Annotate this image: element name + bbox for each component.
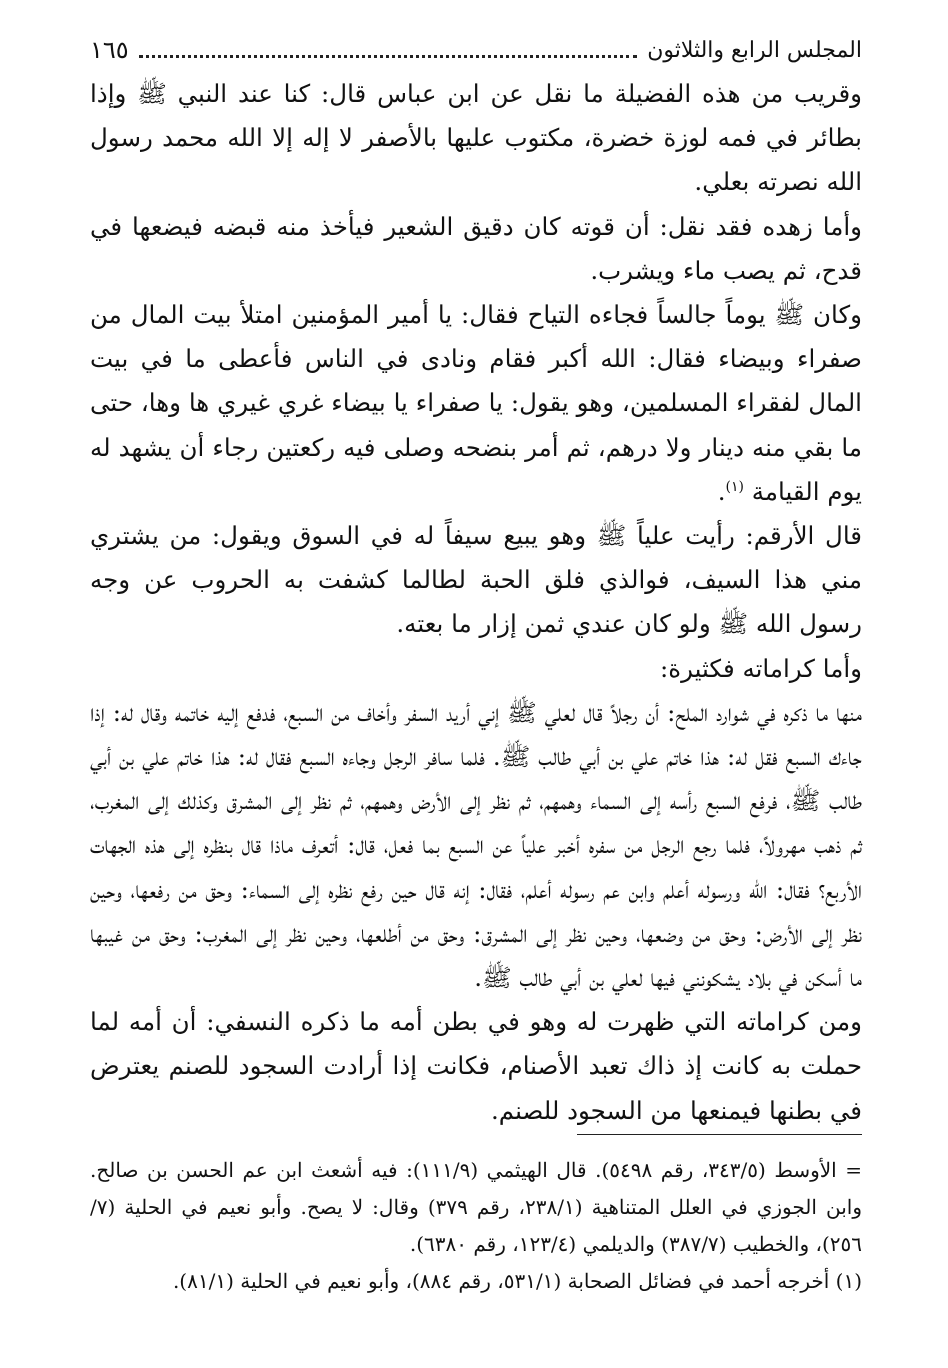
- footnote-reference: (١): [725, 478, 744, 495]
- footnotes: [90, 1152, 862, 1300]
- footnote: = الأوسط (٣٤٣/٥، رقم ٥٤٩٨). قال الهيثمي (١١١/٩): فيه أشعث ابن عم الحسن بن صالح. وابن الجوزي في العلل المتناهية (٢٣٨/١، رقم ٣٧٩) وقال: لا يصح. وأبو نعيم في الحلية (٧/ ٢٥٦)، والخطيب (٣٨٧/٧) والديلمي (١٢٣/٤، رقم ٦٣٨٠).: [90, 1158, 863, 1256]
- paragraph: وأما زهده فقد نقل: أن قوته كان دقيق الشعير فيأخذ منه قبضه فيضعها في قدح، ثم يصب ماء ويشرب.: [90, 211, 862, 285]
- header-dotted-leader: [139, 55, 638, 58]
- chapter-title: المجلس الرابع والثلاثون: [647, 37, 862, 63]
- paragraph: قال الأرقم: رأيت علياً ﷺ وهو يبيع سيفاً له في السوق ويقول: من يشتري مني هذا السيف، فوالذي فلق الحبة لطالما كشفت به الحروب عن وجه رسول الله ﷺ ولو كان عندي ثمن إزار ما بعته.: [90, 521, 862, 639]
- paragraph: منها ما ذكره في شوارد الملح: أن رجلاً قال لعلي ﷺ إني أريد السفر وأخاف من السبع، فدفع إليه خاتمه وقال له: إذا جاءك السبع فقل له: هذا خاتم علي بن أبي طالب ﷺ. فلما سافر الرجل وجاءه السبع فقال له: هذا خاتم علي بن أبي طالب ﷺ، فرفع السبع رأسه إلى السماء وهمهم، ثم نظر إلى الأرض وهمهم، ثم نظر إلى المشرق وكذلك إلى المغرب، ثم ذهب مهرولاً، فلما رجع الرجل من سفره أخبر علياً عن السبع بما فعل، قال: أتعرف ماذا قال بنظره إلى هذه الجهات الأربع؟ فقال: الله ورسوله أعلم وابن عم رسوله أعلم، فقال: إنه قال حين رفع نظره إلى السماء: وحق من رفعها، وحين نظر إلى الأرض: وحق من وضعها، وحين نظر إلى المشرق: وحق من أطلعها، وحين نظر إلى المغرب: وحق من غيبها ما أسكن في بلاد يشكونني فيها لعلي بن أبي طالب ﷺ.: [90, 697, 862, 993]
- paragraph: ومن كراماته التي ظهرت له وهو في بطن أمه ما ذكره النسفي: أن أمه لما حملت به كانت إذ ذاك تعبد الأصنام، فكانت إذا أرادت السجود للصنم يعترض في بطنها فيمنعها من السجود للصنم.: [90, 1007, 862, 1125]
- paragraph-text: وكان ﷺ يوماً جالساً فجاءه التياح فقال: يا أمير المؤمنين امتلأ بيت المال من صفراء وبيضاء فقال: الله أكبر فقام ونادى في الناس فأعطى ما في بيت المال لفقراء المسلمين، وهو يقول: يا صفراء يا بيضاء غري غيري ها وها، حتى ما بقي منه دينار ولا درهم، ثم أمر بنضحه وصلى فيه ركعتين رجاء أن يشهد له يوم القيامة: [90, 300, 862, 506]
- footnote-separator: [577, 1134, 862, 1135]
- running-header: [90, 30, 862, 70]
- page-number: ١٦٥: [90, 36, 129, 64]
- footnote: (١) أخرجه أحمد في فضائل الصحابة (٥٣١/١، رقم ٨٨٤)، وأبو نعيم في الحلية (٨١/١).: [172, 1269, 862, 1293]
- paragraph: وأما كراماته فكثيرة:: [660, 653, 862, 683]
- paragraph: وكان ﷺ يوماً جالساً فجاءه التياح فقال: يا أمير المؤمنين امتلأ بيت المال من صفراء وبيضاء فقال: الله أكبر فقام ونادى في الناس فأعطى ما في بيت المال لفقراء المسلمين، وهو يقول: يا صفراء يا بيضاء غري غيري ها وها، حتى ما بقي منه دينار ولا درهم، ثم أمر بنضحه وصلى فيه ركعتين رجاء أن يشهد له يوم القيامة $^{(١)}$.: [90, 300, 862, 506]
- paragraph: وقريب من هذه الفضيلة ما نقل عن ابن عباس قال: كنا عند النبي ﷺ وإذا بطائر في فمه لوزة خضرة، مكتوب عليها بالأصفر لا إله إلا الله محمد رسول الله نصرته بعلي.: [90, 79, 862, 197]
- main-text: [90, 72, 862, 1133]
